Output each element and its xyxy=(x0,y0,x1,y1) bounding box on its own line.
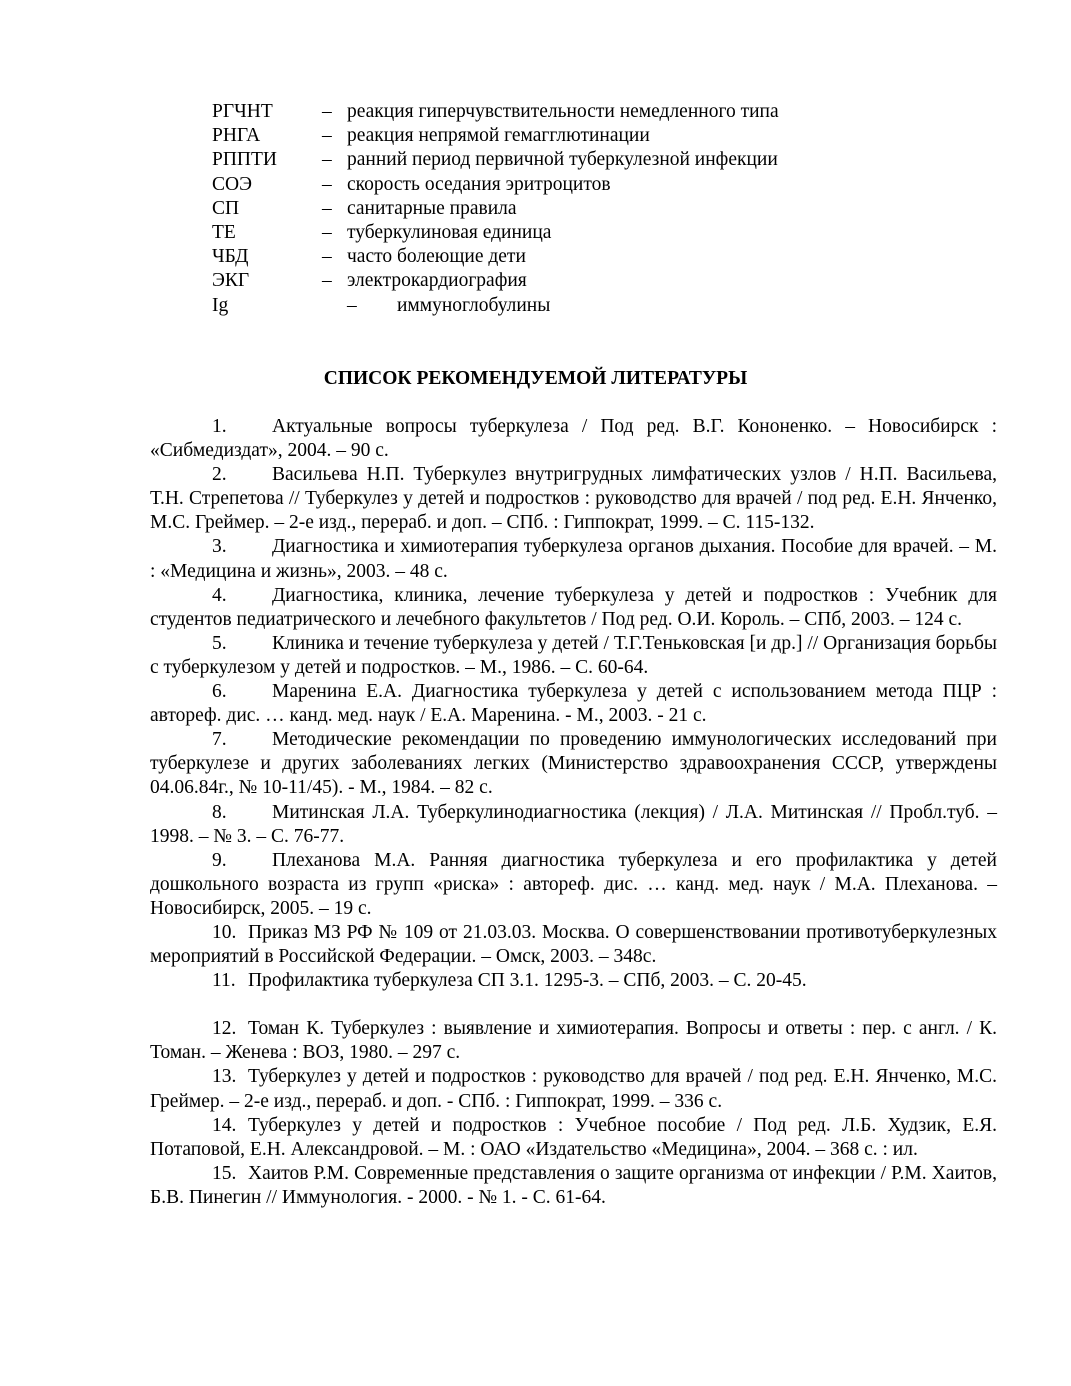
reference-text: Хаитов Р.М. Современные представления о защите организма от инфекции / Р.М. Хаитов, Б.В. Пинегин // Иммунология. - 2000. - № 1. - С. 61-64. xyxy=(150,1162,997,1208)
abbreviation-term: РППТИ xyxy=(212,149,278,171)
abbreviation-definition: иммуноглобулины xyxy=(397,294,551,316)
abbreviation-term: РНГА xyxy=(212,125,261,147)
reference-item xyxy=(150,1162,997,1210)
abbreviation-definition: часто болеющие дети xyxy=(347,246,526,268)
reference-item xyxy=(150,680,997,728)
reference-number: 12. xyxy=(212,1018,237,1040)
reference-item xyxy=(150,728,997,800)
abbreviation-term: Ig xyxy=(212,294,229,316)
abbreviation-dash: – xyxy=(322,173,332,195)
abbreviation-dash: – xyxy=(322,149,332,171)
reference-item xyxy=(150,632,997,680)
reference-number: 14. xyxy=(212,1114,237,1136)
blank-line xyxy=(150,993,997,1017)
reference-item xyxy=(150,535,997,583)
abbreviation-dash: – xyxy=(322,197,332,219)
reference-item xyxy=(150,849,997,921)
reference-number: 5. xyxy=(212,632,227,654)
reference-text: Приказ МЗ РФ № 109 от 21.03.03. Москва. О совершенствовании противотуберкулезных мероприятий в Российской Федерации. – Омск, 2003. – 348с. xyxy=(150,921,997,968)
reference-text: Плеханова М.А. Ранняя диагностика туберкулеза и его профилактика у детей дошкольного возраста из групп «риска» : автореф. дис. … канд. мед. наук / М.А. Плеханова. – Новосибирск, 2005. – 19 с. xyxy=(150,849,997,919)
abbreviation-definition: санитарные правила xyxy=(347,197,517,219)
reference-number: 1. xyxy=(212,416,227,437)
reference-item xyxy=(150,921,997,969)
reference-text: Васильева Н.П. Туберкулез внутригрудных лимфатических узлов / Н.П. Васильева, Т.Н. Стрепетова // Туберкулез у детей и подростков : руководство для врачей / под ред. Е.Н. Янченко, М.С. Греймер. – 2-е изд., перераб. и доп. – СПб. : Гиппократ, 1999. – С. 115-132. xyxy=(150,464,997,534)
reference-number: 7. xyxy=(212,729,227,751)
reference-text: Актуальные вопросы туберкулеза / Под ред. В.Г. Кононенко. – Новосибирск : «Сибмедиздат», 2004. – 90 с. xyxy=(150,416,997,462)
reference-text: Диагностика и химиотерапия туберкулеза органов дыхания. Пособие для врачей. – М. : «Медицина и жизнь», 2003. – 48 с. xyxy=(150,536,997,582)
reference-number: 11. xyxy=(212,970,236,992)
reference-number: 9. xyxy=(212,849,227,871)
reference-item xyxy=(150,415,997,463)
abbreviation-dash: – xyxy=(347,294,357,316)
reference-number: 15. xyxy=(212,1162,237,1184)
section-heading: СПИСОК РЕКОМЕНДУЕМОЙ ЛИТЕРАТУРЫ xyxy=(323,368,748,389)
reference-number: 4. xyxy=(212,584,227,606)
abbreviation-dash: – xyxy=(322,270,332,292)
abbreviation-term: СП xyxy=(212,197,240,219)
reference-number: 3. xyxy=(212,536,227,558)
abbreviation-definition: туберкулиновая единица xyxy=(347,221,552,243)
abbreviation-term: СОЭ xyxy=(212,173,252,195)
reference-item xyxy=(150,1065,997,1113)
abbreviation-dash: – xyxy=(322,125,332,147)
reference-number: 8. xyxy=(212,801,227,823)
abbreviation-term: ЧБД xyxy=(212,246,249,268)
abbreviation-dash: – xyxy=(322,101,332,122)
abbreviation-term: ЭКГ xyxy=(212,270,250,292)
reference-item xyxy=(150,969,997,993)
reference-number: 13. xyxy=(212,1066,237,1088)
reference-text: Туберкулез у детей и подростков : Учебное пособие / Под ред. Л.Б. Худзик, Е.Я. Потаповой, Е.Н. Александровой. – М. : ОАО «Издательство «Медицина», 2004. – 368 с. : ил. xyxy=(150,1114,997,1160)
abbreviation-definition: ранний период первичной туберкулезной инфекции xyxy=(347,149,778,171)
reference-text: Клиника и течение туберкулеза у детей / Т.Г.Теньковская [и др.] // Организация борьбы с туберкулезом у детей и подростков. – М., 1986. – С. 60-64. xyxy=(150,632,997,678)
reference-item xyxy=(150,801,997,849)
reference-item xyxy=(150,584,997,632)
abbreviation-definition: электрокардиография xyxy=(347,270,527,292)
reference-list xyxy=(150,415,997,1210)
abbreviation-dash: – xyxy=(322,246,332,268)
reference-text: Митинская Л.А. Туберкулинодиагностика (лекция) / Л.А. Митинская // Пробл.туб. – 1998. – № 3. – С. 76-77. xyxy=(150,801,997,847)
reference-text: Туберкулез у детей и подростков : руководство для врачей / под ред. Е.Н. Янченко, М.С. Греймер. – 2-е изд., перераб. и доп. - СПб. : Гиппократ, 1999. – 336 с. xyxy=(150,1066,997,1112)
reference-text: Диагностика, клиника, лечение туберкулеза у детей и подростков : Учебник для студентов педиатрического и лечебного факультетов / Под ред. О.И. Король. – СПб, 2003. – 124 с. xyxy=(150,584,997,630)
reference-text: Методические рекомендации по проведению иммунологических исследований при туберкулезе и других заболеваниях легких (Министерство здравоохранения СССР, утверждены 04.06.84г., № 10-11/45). - М., 1984. – 82 с. xyxy=(150,729,997,799)
reference-text: Профилактика туберкулеза СП 3.1. 1295-3. – СПб, 2003. – С. 20-45. xyxy=(248,970,807,992)
reference-number: 10. xyxy=(212,921,237,943)
reference-number: 6. xyxy=(212,681,227,703)
abbreviation-definition: реакция гиперчувствительности немедленного типа xyxy=(347,101,779,122)
reference-item xyxy=(150,463,997,535)
abbreviation-term: ТЕ xyxy=(212,221,236,243)
reference-number: 2. xyxy=(212,464,227,486)
abbreviation-dash: – xyxy=(322,221,332,243)
abbreviation-definition: скорость оседания эритроцитов xyxy=(347,173,611,195)
reference-text: Маренина Е.А. Диагностика туберкулеза у детей с использованием метода ПЦР : автореф. дис. … канд. мед. наук / Е.А. Маренина. - М., 2003. - 21 с. xyxy=(150,681,997,727)
abbreviation-term: РГЧНТ xyxy=(212,101,273,122)
abbreviation-definition: реакция непрямой гемагглютинации xyxy=(347,125,650,147)
reference-text: Томан К. Туберкулез : выявление и химиотерапия. Вопросы и ответы : пер. с англ. / К. Томан. – Женева : ВОЗ, 1980. – 297 с. xyxy=(150,1018,997,1064)
reference-item xyxy=(150,1114,997,1162)
reference-item xyxy=(150,1017,997,1065)
